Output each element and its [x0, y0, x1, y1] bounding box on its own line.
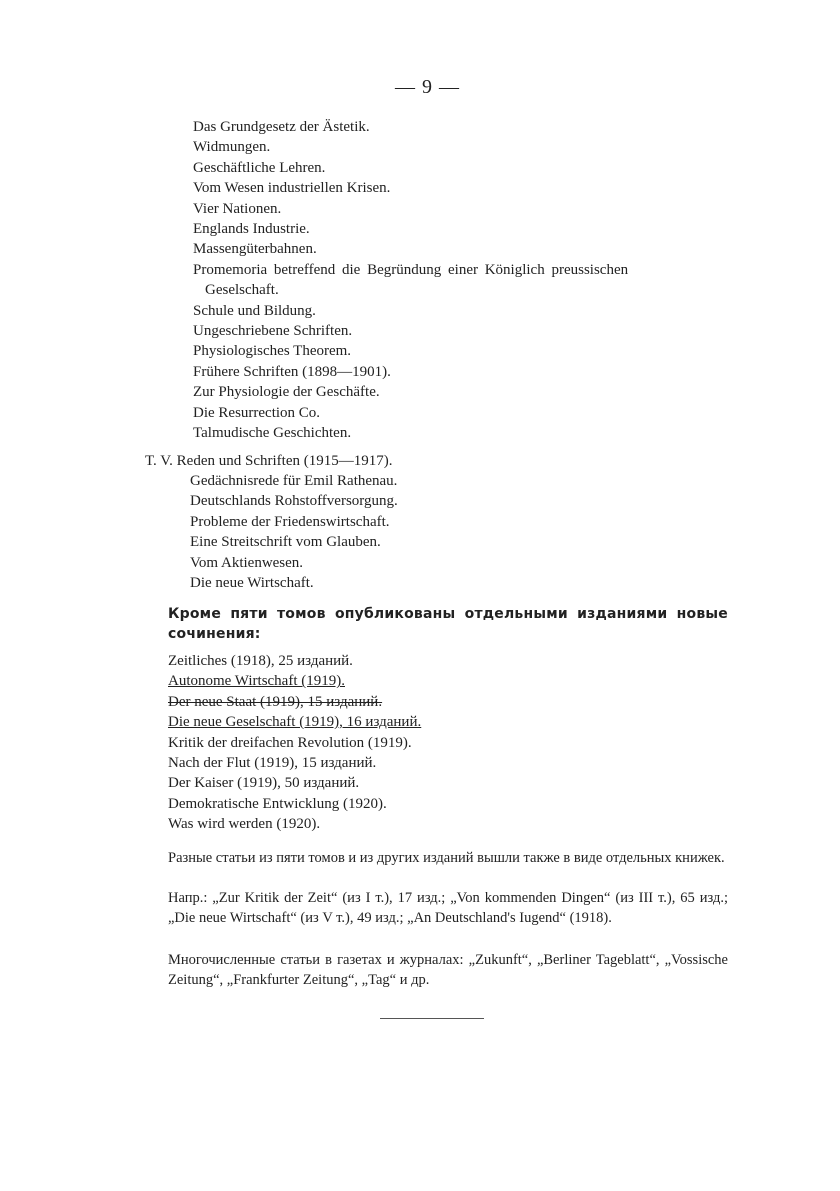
- volume-5-works-list: [190, 471, 398, 593]
- list-item: Der neue Staat (1919), 15 изданий.: [168, 693, 383, 710]
- list-item: Ungeschriebene Schriften.: [193, 323, 353, 340]
- list-item: Schule und Bildung.: [193, 302, 316, 319]
- list-item: Physiologisches Theorem.: [193, 343, 352, 360]
- volume-5-title: T. V. Reden und Schriften (1915—1917).: [145, 453, 393, 469]
- list-item: Das Grundgesetz der Ästetik.: [193, 119, 370, 135]
- page-number: — 9 —: [395, 76, 460, 98]
- list-item: Die neue Geselschaft (1919), 16 изданий.: [168, 714, 422, 731]
- list-item: Kritik der dreifachen Revolution (1919).: [168, 734, 412, 751]
- list-item: Die neue Wirtschaft.: [190, 575, 314, 592]
- paragraph-text: Разные статьи из пяти томов и из других изданий вышли также в виде отдельных книжек.: [168, 850, 725, 866]
- volume-works-list: [193, 117, 628, 444]
- list-item: Massengüterbahnen.: [193, 241, 317, 258]
- list-item: Vom Aktienwesen.: [190, 554, 304, 571]
- list-item: Englands Industrie.: [193, 221, 310, 238]
- list-item: Demokratische Entwicklung (1920).: [168, 795, 387, 812]
- list-item: Deutschlands Rohstoffversorgung.: [190, 493, 398, 510]
- list-item: Die Resurrection Co.: [193, 404, 321, 421]
- list-item: Vom Wesen industriellen Krisen.: [193, 180, 391, 197]
- paragraph-text: Напр.: „Zur Kritik der Zeit“ (из I т.), 17 изд.; „Von kommenden Dingen“ (из III т.), 65 изд.; „Die neue Wirtschaft“ (из V т.), 49 изд.; „An Deutschland's Iugend“ (1918).: [168, 890, 728, 926]
- list-item: Talmudische Geschichten.: [193, 425, 352, 442]
- list-item: Zeitliches (1918), 25 изданий.: [168, 653, 353, 669]
- list-item: Probleme der Friedenswirtschaft.: [190, 513, 390, 530]
- separate-editions-list: [168, 651, 421, 835]
- list-item: Was wird werden (1920).: [168, 816, 321, 833]
- list-item: Promemoria betreffend die Begründung einer Königlich preussischen: [193, 261, 629, 278]
- list-item: Vier Nationen.: [193, 200, 282, 217]
- list-item: Gedächnisrede für Emil Rathenau.: [190, 473, 398, 489]
- list-item: Widmungen.: [193, 139, 271, 156]
- list-item: Zur Physiologie der Geschäfte.: [193, 384, 380, 401]
- list-item: Eine Streitschrift vom Glauben.: [190, 534, 381, 551]
- paragraph-examples: [168, 888, 728, 928]
- list-item-continuation: Geselschaft.: [205, 282, 279, 299]
- list-item: Nach der Flut (1919), 15 изданий.: [168, 755, 377, 772]
- closing-divider: [380, 1018, 484, 1019]
- list-item: Frühere Schriften (1898—1901).: [193, 363, 391, 380]
- paragraph-separate-articles: [168, 848, 728, 868]
- separate-editions-heading: Кроме пяти томов опубликованы отдельными изданиями новые сочинения:: [168, 606, 728, 642]
- list-item: Geschäftliche Lehren.: [193, 159, 326, 176]
- paragraph-newspaper-articles: [168, 950, 728, 990]
- list-item: Autonome Wirtschaft (1919).: [168, 673, 345, 690]
- paragraph-text: Многочисленные статьи в газетах и журналах: „Zukunft“, „Berliner Tageblatt“, „Vossische Zeitung“, „Frankfurter Zeitung“, „Tag“ и др.: [168, 952, 728, 988]
- list-item: Der Kaiser (1919), 50 изданий.: [168, 775, 360, 792]
